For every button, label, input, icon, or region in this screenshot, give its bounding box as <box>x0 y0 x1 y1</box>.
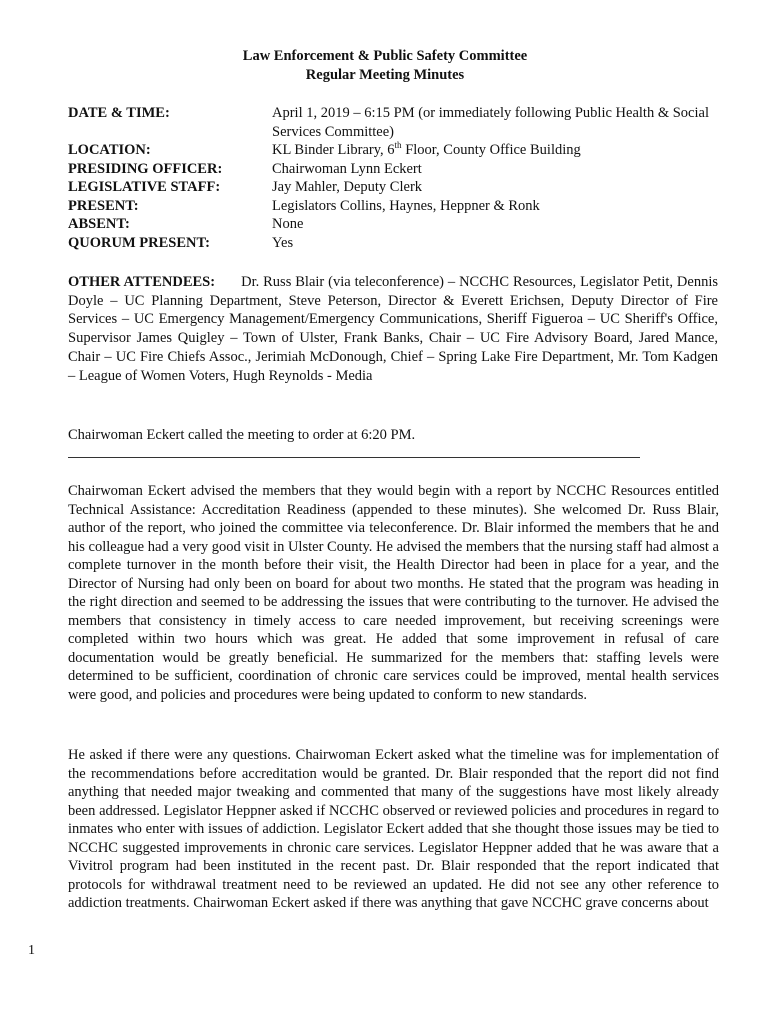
location-value-superscript: th <box>394 140 402 151</box>
present-row <box>68 197 718 216</box>
legislative-staff-label: LEGISLATIVE STAFF: <box>68 179 221 195</box>
legislative-staff-row <box>68 178 718 197</box>
absent-label: ABSENT: <box>68 216 130 232</box>
other-attendees-text: Dr. Russ Blair (via teleconference) – NCCHC Resources, Legislator Petit, Dennis Doyle – UC Planning Department, Steve Peterson, Director & Everett Erichsen, Deputy Director of Fire Services – UC Emergency Management/Emergency Communications, Sheriff Figueroa – UC Sheriff's Office, Supervisor James Quigley – Town of Ulster, Frank Banks, Chair – UC Fire Advisory Board, Jared Mance, Chair – UC Fire Chiefs Assoc., Jerimiah McDonough, Chief – Spring Lake Fire Department, Mr. Tom Kadgen – League of Women Voters, Hugh Reynolds - Media <box>68 274 718 384</box>
present-label: PRESENT: <box>68 197 139 214</box>
location-label: LOCATION: <box>68 142 151 158</box>
other-attendees-section <box>68 273 718 385</box>
absent-value: None <box>272 216 304 232</box>
quorum-label: QUORUM PRESENT: <box>68 234 210 251</box>
present-value: Legislators Collins, Haynes, Heppner & Ronk <box>272 197 540 214</box>
document-subtitle: Regular Meeting Minutes <box>305 67 465 83</box>
call-to-order: Chairwoman Eckert called the meeting to order at 6:20 PM. <box>68 427 416 443</box>
presiding-officer-row <box>68 160 718 179</box>
location-row <box>68 141 718 160</box>
page-number: 1 <box>28 943 35 958</box>
body-paragraph-2: He asked if there were any questions. Chairwoman Eckert asked what the timeline was for implementation of the recommendations before accreditation would be granted. Dr. Blair responded that the report did not find anything that needed major tweaking and commented that many of the suggestions have most likely already been addressed. Legislator Heppner asked if NCCHC observed or reviewed policies and procedures in regard to inmates who enter with issues of addiction. Legislator Eckert added that she thought those issues may be tied to NCCHC suggested improvements in chronic care services. Legislator Heppner added that he was aware that a Vivitrol program had been instituted in the recent past. Dr. Blair responded that the report indicated that protocols for withdrawal treatment need to be reviewed an updated. He did not see any other reference to addiction treatments. Chairwoman Eckert asked if there was anything that gave NCCHC grave concerns about <box>68 747 719 912</box>
date-time-label: DATE & TIME: <box>68 105 170 121</box>
date-time-value: April 1, 2019 – 6:15 PM (or immediately following Public Health & Social Services Committee) <box>272 105 709 140</box>
presiding-officer-value: Chairwoman Lynn Eckert <box>272 160 422 177</box>
absent-row <box>68 215 718 234</box>
other-attendees-label: OTHER ATTENDEES: <box>68 274 216 290</box>
legislative-staff-value: Jay Mahler, Deputy Clerk <box>272 179 423 195</box>
quorum-value: Yes <box>272 234 294 251</box>
presiding-officer-label: PRESIDING OFFICER: <box>68 160 223 177</box>
body-paragraph-1: Chairwoman Eckert advised the members that they would begin with a report by NCCHC Resources entitled Technical Assistance: Accreditation Readiness (appended to these minutes). She welcomed Dr. Russ Blair, author of the report, who joined the committee via teleconference. Dr. Blair informed the members that he and his colleague had a very good visit in Ulster County. He advised the members that the nursing staff had almost a complete turnover in the month before their visit, the Health Director had been in place for a year, and the Director of Nursing had only been on board for about two months. He stated that the program was heading in the right direction and seemed to be addressing the issues that were contributing to the turnover. He advised the members that consistency in timely access to care needed improvement, but receiving screenings were completed within two hours which was great. He added that some improvement in refusal of care documentation would be greatly beneficial. He summarized for the members that: staffing levels were determined to be sufficient, coordination of chronic care services could be improved, mental health services were good, and policies and procedures were being updated to conform to new standards. <box>68 483 719 704</box>
location-value <box>272 141 718 160</box>
meeting-details <box>68 104 718 252</box>
document-title: Law Enforcement & Public Safety Committee <box>242 48 528 64</box>
location-value-end: Floor, County Office Building <box>401 142 581 158</box>
horizontal-divider <box>68 457 640 458</box>
quorum-row <box>68 234 718 253</box>
location-value-start: KL Binder Library, 6 <box>272 142 395 158</box>
date-time-row <box>68 104 718 141</box>
